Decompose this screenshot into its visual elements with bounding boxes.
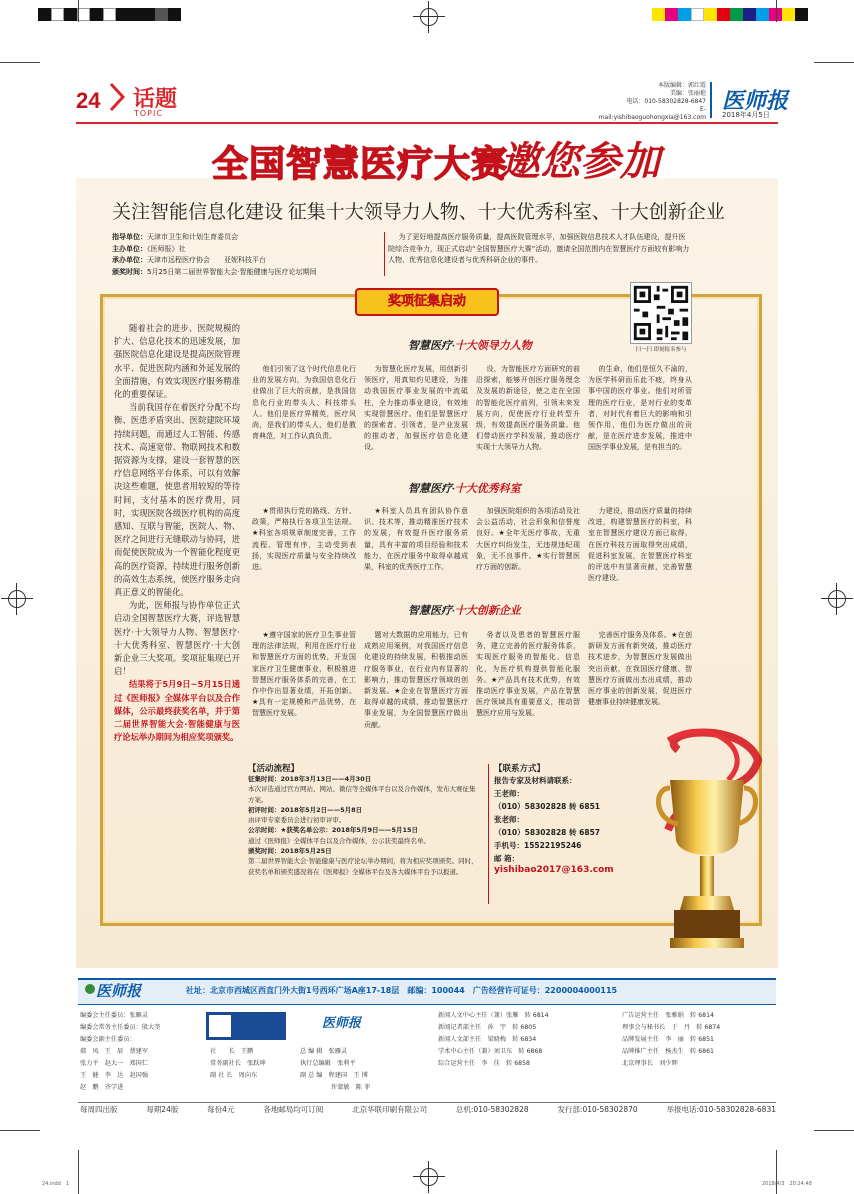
emblem-icon xyxy=(84,980,96,998)
section-heading: 智慧医疗·十大优秀科室 xyxy=(408,483,521,495)
publisher-logo-icon xyxy=(206,1012,286,1040)
crop-mark xyxy=(776,0,777,22)
text-column: 加强医院组织的各项活动及社会公益活动，社会形象和信誉度良好。★全年无医疗事故，无重大医疗纠纷发生，无违规违纪现象，无不良事件。★实行智慧医疗方面的创新。 xyxy=(476,507,580,572)
staff-list: 总 编 辑 张雁灵 执行总编辑 张利平 副 总 编 程建国 王 博 许蒙敏 陈 菲 xyxy=(300,1048,371,1091)
contact-title: 【联系方式】 xyxy=(494,764,546,774)
crop-mark xyxy=(0,62,40,63)
print-slug: 24.indd 1 xyxy=(42,1181,70,1187)
organizer-item: 指导单位：天津市卫生和计划生育委员会 xyxy=(112,233,238,241)
subheadline: 关注智能信息化建设 征集十大领导力人物、十大优秀科室、十大创新企业 xyxy=(112,202,725,223)
divider xyxy=(78,1102,776,1103)
crop-mark xyxy=(78,0,79,22)
email-link[interactable]: yishibao2017@163.com xyxy=(494,865,614,875)
paragraph: 结果将于5月9日~5月15日通过《医师报》全媒体平台以及合作媒体，公示最终获奖名单，并于第二届世界智能大会·智能健康与医疗论坛举办期间为相应奖项颁奖。 xyxy=(114,679,240,743)
schedule-title: 【活动流程】 xyxy=(248,764,300,774)
text-column: 他们引领了这个时代信息化行业的发展方向，为我国信息化行业做出了巨大的贡献，是我国信息化行业的带头人、科技带头人。他们是医疗界精英，医疗风尚，是我们的带头人，他们是教育典范，对工作认真负责。 xyxy=(252,365,356,441)
schedule-text: 征集时间：2018年3月13日——4月30日 本次评选通过官方网站、网站、微信等全媒体平台以及合作媒体，发布大赛征集方案。 初评时间：2018年5月2日——5月8日 由评审专家委员会进行初审评审。 公示时间：★获奖名单公示：2018年5月9日——5月15日 通过《医师报》全媒体平台以及合作媒体，公示获奖最终名单。 颁奖时间：2018年5月25日 第二届世界智能大会·智能健康与医疗论坛举办期间，将为相应奖项颁奖。同时，获奖名单和颁奖盛况将在《医师报》全媒体平台及各大媒体平台予以报道。 xyxy=(248,775,478,876)
text-column: ★贯彻执行党的路线、方针、政策，严格执行各项卫生法规。★科室各项规章制度完善，工作流程、管理有序，主动受到表扬，实现医疗质量与安全持续改进。 xyxy=(252,507,356,572)
paragraph: 随着社会的进步、医院规模的扩大、信息化技术的迅速发展，加强医院信息化建设是提高医院管理水平、促进医院内涵和外延发展的全面措施，有效实现医疗服务精准化的重要保证。 xyxy=(114,323,240,400)
staff-list: 社 长 王鹏 常务副社长 张跃坤 副 社 长 周向东 xyxy=(210,1048,266,1079)
section-title-en: TOPIC xyxy=(134,109,163,118)
crop-mark xyxy=(776,1150,777,1194)
section-heading: 智慧医疗·十大领导力人物 xyxy=(408,340,532,352)
organizer-item: 颁奖时间：5月25日第二届世界智能大会·智能健康与医疗论坛期间 xyxy=(112,267,317,276)
footer-logo: 医师报 xyxy=(96,984,142,1000)
divider xyxy=(488,764,489,904)
header-rule xyxy=(76,122,778,124)
footer-address: 社址：北京市西城区西直门外大街1号西环广场A座17-18层 邮编：100044 广告经营许可证号：2200004000115 xyxy=(186,986,618,995)
paragraph: 当前我国存在着医疗分配不均衡、医患矛盾突出、医院建院环境持续问题，而通过人工智能、传感技术、高速宽带、物联网技术和数据资源为支撑，建设一套智慧的医疗信息网络平台体系，可以有效解决这些难题，使患者用较短的等待时间，支付基本的医疗费用，同时，实现医院各级医疗机构的高度感知、互联与智能，医院人、物、医疗之间进行无缝联动与协同，进而促使医院成为一个智能化程度更高的医疗资源，持续进行服务创新的高效生态系统，使医疗服务走向真正意义的智能化。 xyxy=(114,402,240,598)
chevron-right-icon xyxy=(108,82,126,112)
print-slug: 2018/4/3 20:24:48 xyxy=(762,1181,812,1187)
page-number: 24 xyxy=(76,88,101,113)
issue-date: 2018年4月5日 xyxy=(722,111,770,119)
organizer-item: 承办单位：天津市远程医疗协会 亚妮科技平台 xyxy=(112,256,266,264)
staff-list: 编委会主任委员：张雁灵 编委会常务主任委员：殷大奎 编委会副主任委员： 郝 凤 王 辰 蔡建军 张力平 赵大一 郑国仁 王 健 李 达 赵国强 赵 鹏 齐学进 xyxy=(80,1012,161,1091)
paragraph: 为此，医师报与协作单位正式启动全国智慧医疗大赛，评选智慧医疗·十大领导力人物、智慧医疗·十大优秀科室、智慧医疗·十大创新企业三大奖项。奖项征集现已开启！ xyxy=(114,600,240,677)
contact-text: 报告专家及材料请联系： 王老师： （010）58302828 转 6851 张老师： （010）58302828 转 6857 手机号：15522195246 邮 箱： xyxy=(494,776,600,863)
organizer-item: 主办单位：《医师报》社 xyxy=(112,244,186,253)
intro-text: 为了更好地提高医疗服务质量，提高医院管理水平，加强医院信息技术人才队伍建设，提升医院综合竞争力，现正式启动“全国智慧医疗大赛”活动，邀请全国范围内在智慧医疗方面较有影响力人物、优秀信息化建设者与优秀科研企业的事件。 xyxy=(388,233,690,264)
text-column: 设，为智能医疗方面研究的前沿探索，能够开创医疗服务理念及发展的新途径，使之走在全国的智能化医疗前列，引领未来发展方向，促使医疗行业转型升级，有效提高医疗服务质量。他们带动医疗学科发展，推动医疗实现十大领导力人物。 xyxy=(476,365,580,452)
footer-logo: 医师报 xyxy=(322,1015,362,1030)
crop-mark xyxy=(0,1130,40,1131)
crop-mark xyxy=(814,1130,854,1131)
registration-mark xyxy=(420,8,438,26)
left-column-article xyxy=(114,322,240,745)
banner-tag: 奖项征集启动 xyxy=(355,288,499,316)
divider xyxy=(710,82,712,118)
masthead-logo: 医师报 xyxy=(722,88,789,113)
color-bar xyxy=(652,8,808,21)
schedule-box xyxy=(248,762,480,877)
staff-list: 广告运营主任 张雅娟 转 6814 理事会与秘书长 于 丹 转 6874 品牌发展主任 李 丽 转 6851 品牌推广主任 杨杰生 转 6861 北京理事长 刘少辉 xyxy=(622,1012,721,1067)
text-column: ★科室人员具有团队协作意识、技术等，推动精准医疗技术的发展，有效提升医疗服务质量，具有丰富的项目经验和技术能力，在医疗服务中取得卓越成果，科室的优秀医疗工作。 xyxy=(364,507,468,572)
registration-mark xyxy=(8,590,26,608)
grayscale-bar xyxy=(38,8,181,21)
organizer-list xyxy=(112,232,382,278)
section-heading: 智慧医疗·十大创新企业 xyxy=(408,605,521,617)
headline: 全国智慧医疗大赛 xyxy=(212,143,509,184)
contact-box xyxy=(494,762,624,875)
headline-script: 邀您参加 xyxy=(500,139,660,184)
section-title: 话题 xyxy=(133,86,178,111)
text-column: 力建设，推动医疗质量的持续改进，构建智慧医疗的科室，科室在智慧医疗建设方面已取得，在医疗科技方面取得突出成绩，促进科室发展，在智慧医疗科室的评选中有显著贡献，完善智慧医疗建设。 xyxy=(588,507,692,583)
text-column: 的生命，他们是恒久不渝的，为医学科研而乐此不疲，终身从事中国的医疗事业。他们对所管理的医疗行业，是对行业的变革者，对时代有着巨大的影响和引领作用，他们为医疗做出的贡献，是在医疗进步发展，推进中国医学事业发展，是有担当的。 xyxy=(588,365,692,452)
text-column: 为智慧化医疗发展，用创新引领医疗，用真知灼见建设，为推动我国医疗事业发展的中流砥柱，全力推动事业建设，有效地实现智慧医疗。他们是智慧医疗的探索者、引领者，是产业发展的推动者，加强医疗信息化建设。 xyxy=(364,365,468,452)
text-column: 务者以及患者的智慧医疗服务，建立完善的医疗服务体系，实现医疗服务的智能化、信息化，为医疗机构提供智能化服务。★产品具有技术优势，有效推动医疗事业发展，产品在智慧医疗领域具有重要意义，推动智慧医疗应用与发展。 xyxy=(476,631,580,718)
trophy-icon xyxy=(648,720,766,960)
editor-info: 本版编辑：郭红霞 美编：张丽艳 电话：010-58302828-6847 E-mail:yishibaoguohongxia@163.com xyxy=(598,82,706,121)
qr-code-icon[interactable] xyxy=(630,282,692,344)
divider xyxy=(384,232,385,276)
qr-caption: 扫一扫 即刻报名参与 xyxy=(635,347,687,353)
text-column: 完善医疗服务及体系。★在创新研发方面有新突破，推动医疗技术进步，为智慧医疗发展做出突出贡献，在我国医疗健康、智慧医疗方面做出杰出成绩，推动医疗事业的创新发展，促进医疗健康事业持续健康发展。 xyxy=(588,631,692,707)
registration-mark xyxy=(420,1168,438,1186)
publication-info: 每周四出版 每期24版 每份4元 各地邮局均可订阅 北京华联印刷有限公司 总机:010-58302828 发行部:010-58302870 举报电话:010-58302828-6831 xyxy=(80,1105,776,1114)
text-column: ★遵守国家的医疗卫生事业管理的法律法规，利用在医疗行业和智慧医疗方面的优势，开发国家医疗卫生健康事业，积极推进智慧医疗服务体系的完善，在工作中作出显著业绩，开拓创新。★具有一定规模和产品优势，在智慧医疗发展。 xyxy=(252,631,356,718)
staff-list: 新闻人文中心主任（兼）张雁 转 6814 新闻记者部主任 孙 宇 转 6805 新闻人文部主任 梁晓梅 转 6834 学术中心主任（兼）刘卫东 转 6868 综合运营主任 李 佳 转 6858 xyxy=(438,1012,549,1067)
registration-mark xyxy=(828,590,846,608)
crop-mark xyxy=(814,62,854,63)
text-column: 题对大数据的应用能力，已有成熟应用案例，对我国医疗信息化建设的持续发展，积极推动医疗服务事业，在行业内有显著的影响力，推动智慧医疗领域的创新发展。★企业在智慧医疗方面取得卓越的成绩，推动智慧医疗事业发展，为全国智慧医疗做出贡献。 xyxy=(364,631,468,729)
crop-mark xyxy=(78,1150,79,1194)
